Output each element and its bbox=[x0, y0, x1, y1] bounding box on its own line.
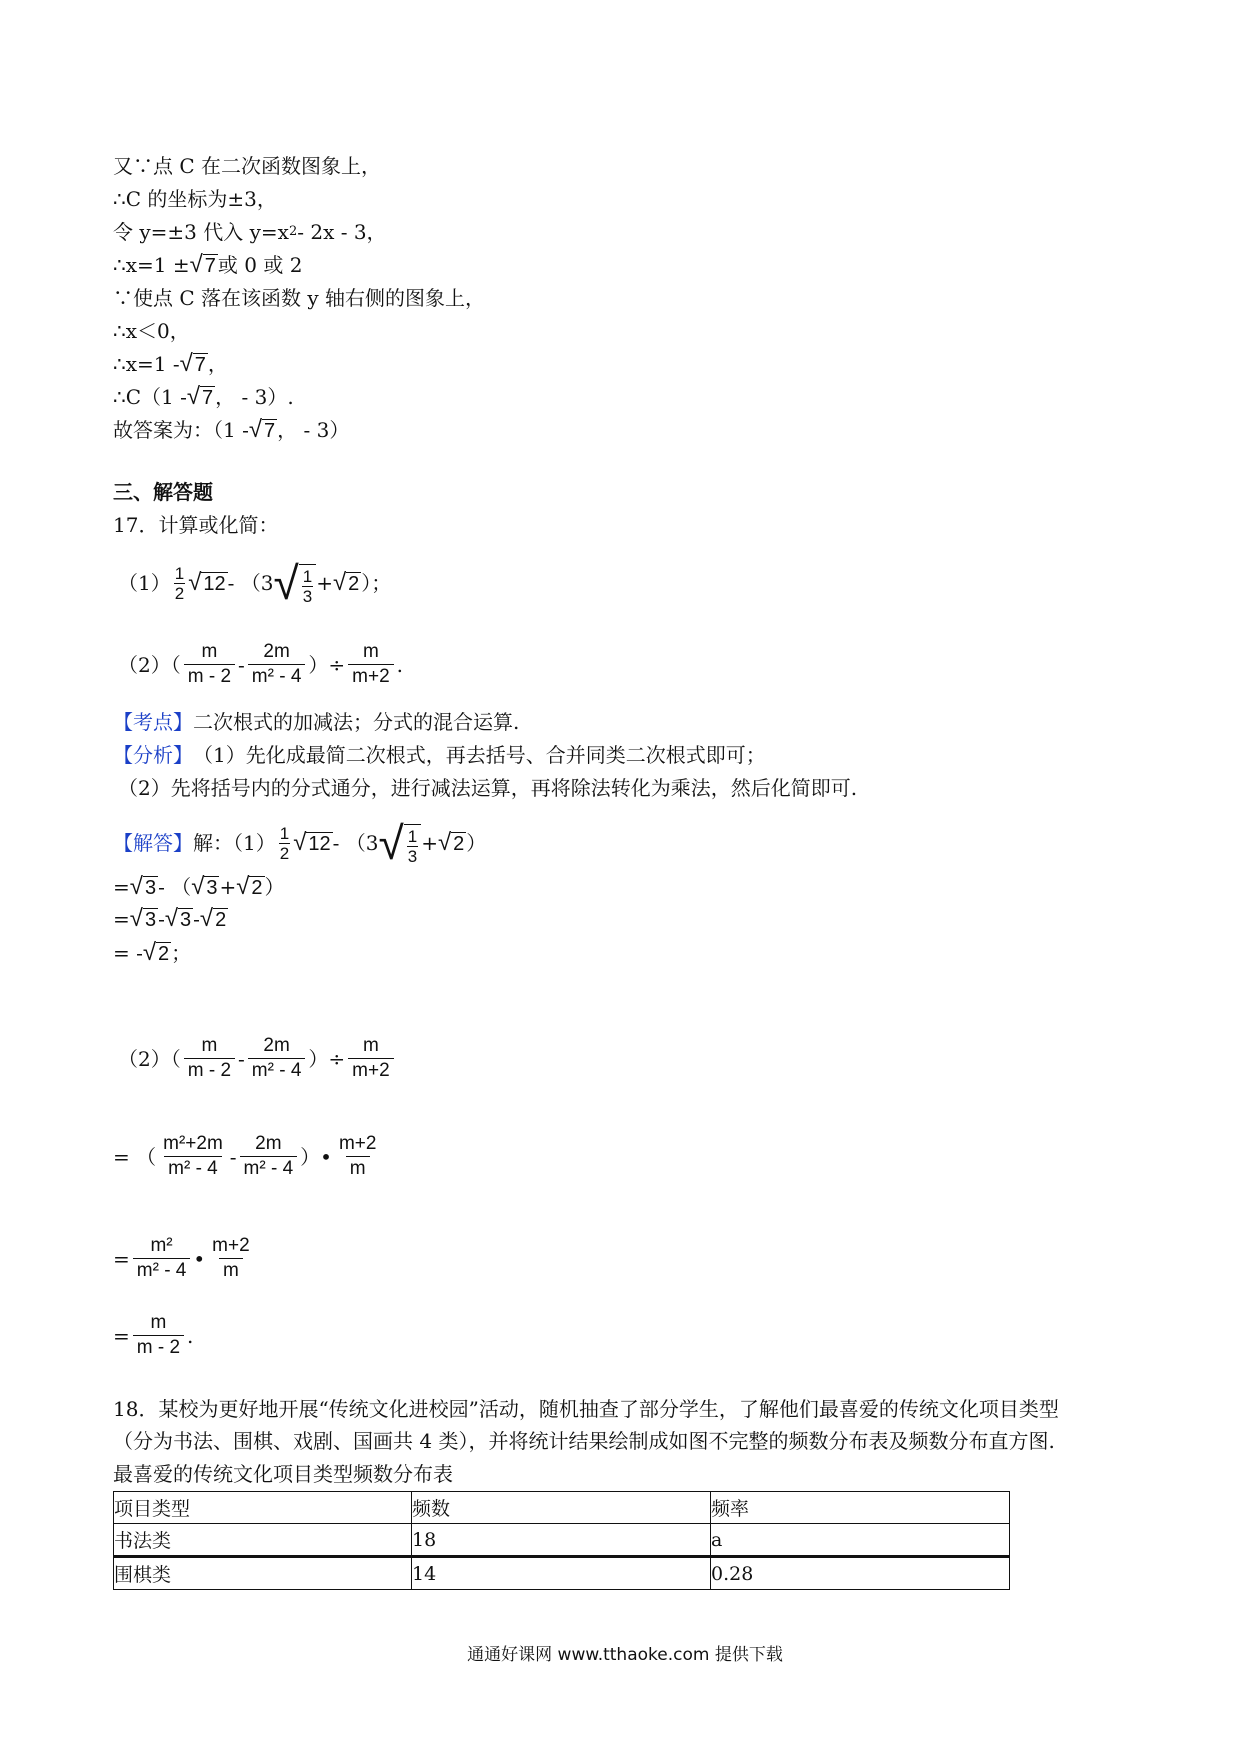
sqrt: √ 3 bbox=[191, 873, 218, 900]
text: - bbox=[238, 1046, 245, 1071]
text-line bbox=[113, 318, 190, 344]
text: = - bbox=[113, 941, 143, 965]
radicand: 7 bbox=[194, 354, 206, 376]
fraction bbox=[208, 1234, 254, 1283]
text: . bbox=[187, 1323, 194, 1348]
fraction bbox=[348, 1034, 394, 1083]
fenxi-tag: 【分析】 bbox=[113, 743, 193, 767]
denominator: m² - 4 bbox=[133, 1258, 191, 1283]
numerator: m bbox=[201, 641, 218, 662]
table-header-row bbox=[114, 1492, 1010, 1524]
text: （1）先化成最简二次根式，再去括号、合并同类二次根式即可； bbox=[193, 743, 766, 767]
text-line bbox=[113, 252, 302, 278]
sqrt: √ 7 bbox=[186, 383, 214, 410]
step-line bbox=[113, 1311, 193, 1360]
label: （2）（ bbox=[118, 1046, 181, 1071]
numerator: m bbox=[201, 1035, 218, 1056]
sqrt: √ 7 bbox=[179, 350, 206, 377]
text-line bbox=[113, 219, 387, 245]
table-row bbox=[114, 1524, 1010, 1557]
header-cell: 频率 bbox=[711, 1492, 1010, 1524]
frequency-table bbox=[113, 1491, 1010, 1590]
text: 令 y=±3 代入 y=x bbox=[113, 220, 289, 244]
numerator: m bbox=[362, 641, 379, 662]
table-cell: 18 bbox=[412, 1524, 711, 1557]
question-18-line-1: 18．某校为更好地开展“传统文化进校园”活动，随机抽查了部分学生，了解他们最喜爱的传统文化项目类型 bbox=[113, 1397, 1059, 1421]
denominator: 2 bbox=[279, 843, 290, 863]
sqrt: √ 7 bbox=[189, 251, 216, 278]
sqrt: √ $\frac{1}{3}$ bbox=[378, 820, 421, 866]
text: ∵使点 C 落在该函数 y 轴右侧的图象上， bbox=[113, 286, 486, 310]
fraction bbox=[335, 1132, 381, 1181]
step-line bbox=[113, 874, 285, 900]
jieda-tag: 【解答】 bbox=[113, 831, 193, 855]
fraction bbox=[174, 564, 185, 603]
numerator: m+2 bbox=[338, 1133, 377, 1154]
radicand: 2 bbox=[251, 877, 263, 899]
text: - （3 bbox=[332, 831, 379, 855]
numerator: 1 bbox=[407, 827, 418, 846]
sqrt: √ 2 bbox=[437, 829, 465, 856]
kaodian-line bbox=[113, 709, 519, 735]
fraction bbox=[133, 1234, 191, 1283]
denominator: m² - 4 bbox=[248, 1058, 306, 1083]
text: ）÷ bbox=[308, 652, 346, 677]
denominator: 3 bbox=[407, 847, 418, 866]
q17-part2-solution bbox=[118, 1034, 397, 1083]
section-title: 三、解答题 bbox=[113, 480, 213, 504]
text: - bbox=[193, 907, 200, 931]
radicand: 12 bbox=[203, 573, 226, 595]
text: - （ bbox=[158, 875, 192, 899]
fraction bbox=[184, 1034, 235, 1083]
q17-part1 bbox=[118, 557, 392, 609]
numerator: m² bbox=[150, 1235, 173, 1256]
denominator: m² - 4 bbox=[164, 1156, 222, 1181]
text: ∴C（1 - bbox=[113, 385, 187, 409]
fraction bbox=[184, 640, 235, 689]
text: = bbox=[113, 1323, 130, 1348]
text-line bbox=[113, 186, 277, 212]
jieda-line bbox=[113, 817, 487, 869]
denominator: m - 2 bbox=[184, 664, 235, 689]
header-cell: 项目类型 bbox=[114, 1492, 412, 1524]
superscript: 2 bbox=[288, 224, 298, 239]
text: - bbox=[229, 1144, 237, 1169]
text: . bbox=[396, 652, 404, 677]
sqrt: √ $\frac{1}{3}$ bbox=[273, 560, 316, 606]
text-line bbox=[113, 285, 485, 311]
numerator: m²+2m bbox=[163, 1133, 223, 1154]
text: - （3 bbox=[227, 571, 274, 595]
sqrt: √ 2 bbox=[236, 873, 263, 900]
question-17-title: 17．计算或化简： bbox=[113, 513, 279, 537]
sqrt: √ 3 bbox=[164, 905, 192, 932]
kaodian-tag: 【考点】 bbox=[113, 710, 193, 734]
sqrt: √ 12 bbox=[188, 569, 226, 596]
fraction bbox=[248, 1034, 306, 1083]
text: = bbox=[113, 907, 130, 931]
radicand: 7 bbox=[264, 420, 276, 442]
sqrt: √ 2 bbox=[142, 939, 170, 966]
numerator: 1 bbox=[174, 563, 185, 583]
text: - bbox=[158, 907, 165, 931]
fraction bbox=[133, 1311, 184, 1360]
text: 或 0 或 2 bbox=[217, 253, 303, 277]
text: - 2x - 3， bbox=[297, 220, 387, 244]
numerator: m bbox=[362, 1035, 379, 1056]
text: 故答案为：（1 - bbox=[113, 418, 249, 442]
text: ， - 3） bbox=[277, 418, 350, 442]
sqrt: √ 2 bbox=[332, 569, 360, 596]
text: ∴x＜0， bbox=[113, 319, 190, 343]
denominator: m² - 4 bbox=[248, 664, 306, 689]
text: = （ bbox=[113, 1144, 157, 1169]
label: （1） bbox=[118, 571, 171, 595]
step-line bbox=[113, 906, 228, 932]
fenxi-line bbox=[113, 742, 766, 768]
denominator: m+2 bbox=[348, 1058, 394, 1083]
fraction bbox=[159, 1132, 227, 1181]
table-cell: a bbox=[711, 1524, 1010, 1557]
step-line bbox=[113, 1132, 383, 1181]
text: + bbox=[219, 875, 237, 899]
text: ， bbox=[207, 352, 228, 376]
text: = bbox=[113, 875, 130, 899]
table-title: 最喜爱的传统文化项目类型频数分布表 bbox=[113, 1462, 453, 1486]
table-cell: 0.28 bbox=[711, 1557, 1010, 1590]
denominator: m+2 bbox=[348, 664, 394, 689]
text: ） bbox=[264, 875, 285, 899]
denominator: m² - 4 bbox=[240, 1156, 298, 1181]
text-line bbox=[113, 384, 294, 410]
denominator: 3 bbox=[302, 587, 313, 606]
footer-watermark: 通通好课网 www.tthaoke.com 提供下载 bbox=[467, 1645, 783, 1665]
text: ； bbox=[171, 941, 192, 965]
text: ） bbox=[466, 831, 487, 855]
header-cell: 频数 bbox=[412, 1492, 711, 1524]
radicand: 2 bbox=[348, 573, 360, 595]
table-row bbox=[114, 1557, 1010, 1590]
fenxi-line-2: （2）先将括号内的分式通分，进行减法运算，再将除法转化为乘法，然后化简即可. bbox=[118, 776, 858, 800]
denominator: m - 2 bbox=[184, 1058, 235, 1083]
radicand: 7 bbox=[204, 255, 216, 277]
step-line bbox=[113, 940, 191, 966]
numerator: 2m bbox=[263, 1035, 290, 1056]
numerator: m+2 bbox=[212, 1235, 250, 1256]
text: + bbox=[421, 831, 438, 855]
numerator: 2m bbox=[255, 1133, 282, 1154]
table-cell: 围棋类 bbox=[114, 1557, 412, 1590]
radicand: 3 bbox=[144, 877, 157, 899]
table-cell: 14 bbox=[412, 1557, 711, 1590]
text: - bbox=[238, 652, 245, 677]
radicand: 2 bbox=[215, 909, 227, 931]
label: （2）（ bbox=[118, 652, 181, 677]
fraction bbox=[240, 1132, 298, 1181]
radicand: 3 bbox=[206, 877, 218, 899]
sqrt: √ 3 bbox=[129, 873, 157, 900]
text: + bbox=[316, 571, 333, 595]
text: ∴x=1 - bbox=[113, 352, 180, 376]
text: 又∵点 C 在二次函数图象上， bbox=[113, 154, 382, 178]
text: ）； bbox=[361, 571, 392, 595]
text: • bbox=[193, 1246, 206, 1271]
question-18-line-2: （分为书法、围棋、戏剧、国画共 4 类），并将统计结果绘制成如图不完整的频数分布表及频数分布直方图. bbox=[113, 1429, 1055, 1453]
denominator: m bbox=[346, 1156, 370, 1181]
radicand: 2 bbox=[158, 943, 170, 965]
table-cell: 书法类 bbox=[114, 1524, 412, 1557]
text: 解：（1） bbox=[193, 831, 276, 855]
radicand: 3 bbox=[144, 909, 157, 931]
fraction bbox=[407, 827, 418, 866]
step-line bbox=[113, 1234, 257, 1283]
numerator: 1 bbox=[302, 567, 313, 586]
fraction bbox=[348, 640, 394, 689]
denominator: m bbox=[219, 1258, 243, 1283]
fraction bbox=[248, 640, 306, 689]
fraction bbox=[279, 824, 290, 863]
text: ）• bbox=[300, 1144, 332, 1169]
denominator: m - 2 bbox=[133, 1335, 184, 1360]
text: ， - 3）. bbox=[215, 385, 294, 409]
numerator: 1 bbox=[279, 823, 290, 843]
radicand: 3 bbox=[180, 909, 192, 931]
radicand: 7 bbox=[202, 387, 214, 409]
radicand: 2 bbox=[453, 833, 465, 855]
numerator: m bbox=[150, 1312, 167, 1333]
text-line bbox=[113, 153, 381, 179]
numerator: 2m bbox=[263, 641, 290, 662]
text-line bbox=[113, 351, 228, 377]
sqrt: √ 12 bbox=[293, 829, 331, 856]
radicand: 12 bbox=[308, 833, 331, 855]
sqrt: √ 3 bbox=[129, 905, 157, 932]
denominator: 2 bbox=[174, 583, 185, 603]
text: = bbox=[113, 1246, 130, 1271]
sqrt: √ 2 bbox=[199, 905, 227, 932]
text: ∴C 的坐标为±3， bbox=[113, 187, 277, 211]
q17-part2 bbox=[118, 640, 403, 689]
text: 二次根式的加减法；分式的混合运算. bbox=[193, 710, 520, 734]
text: ）÷ bbox=[308, 1046, 346, 1071]
fraction bbox=[302, 567, 313, 606]
text-line bbox=[113, 417, 349, 443]
text: ∴x=1 ± bbox=[113, 253, 190, 277]
sqrt: √ 7 bbox=[248, 416, 276, 443]
